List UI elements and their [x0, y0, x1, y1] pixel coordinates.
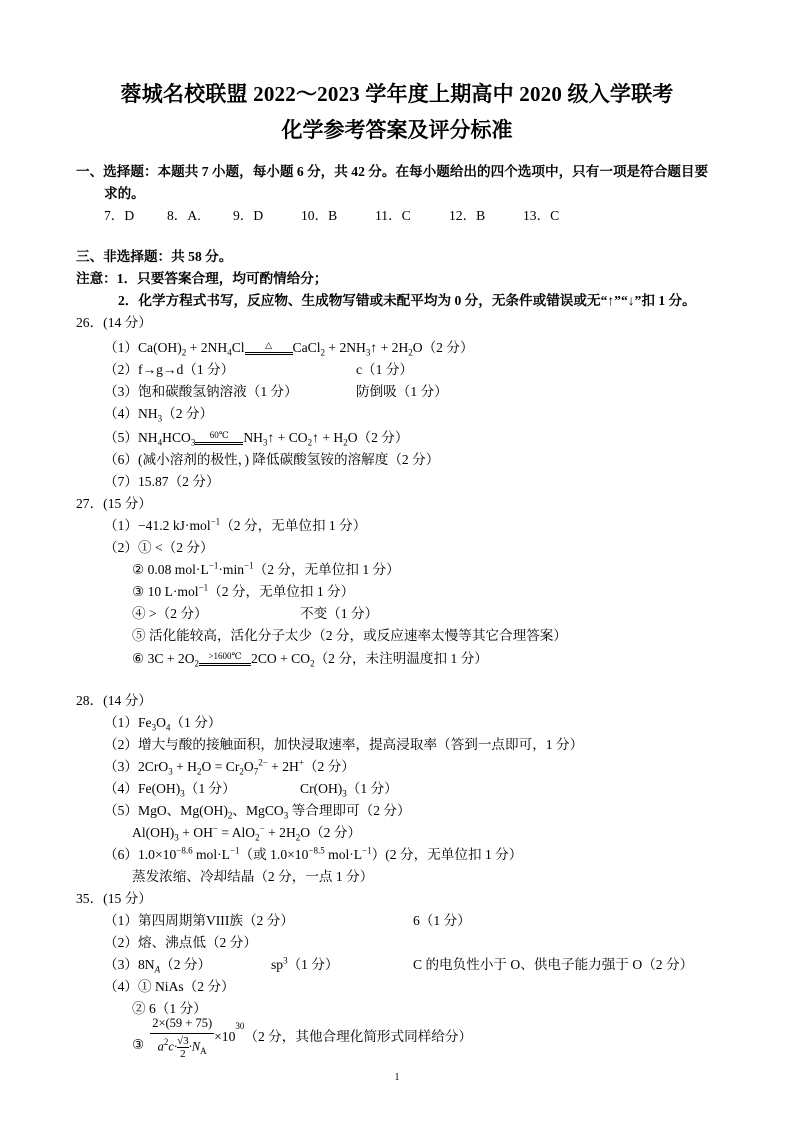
- q35-answer-4-3: ③ 2×(59 + 75) $a^2c\cdot$ $\frac{√3}{2}\cdot N_A$ $\times 10^{30}(2$ 分，其他合理化简形式同样给分）: [132, 1016, 473, 1060]
- q35-answer-1-left: （1）第四周期第VIII族（2 分）: [104, 913, 294, 928]
- q26-answer-2-left: （2）f→g→d（1 分）: [104, 362, 235, 377]
- heat-condition: △: [245, 343, 293, 355]
- q27-answer-1: （1）−41.2 kJ·mol$^{-1}$（2 分，无单位扣 1 分）: [104, 516, 367, 533]
- q35-answer-1-right: 6（1 分）: [413, 913, 471, 928]
- q35-answer-2: （2）熔、沸点低（2 分）: [104, 935, 257, 950]
- q28-answer-3: $(3)2CrO_3 + H_2O = Cr_2O_7^{2-} + 2H^+(2$ 分）: [104, 757, 355, 777]
- section1-instructions-line1: 一、选择题：本题共 7 小题，每小题 6 分，共 42 分。在每小题给出的四个选项中，只有一项是符合题目要: [76, 164, 709, 179]
- mc-answer-7: 7．D: [104, 208, 135, 223]
- q26-answer-2-right: c（1 分）: [356, 362, 414, 377]
- q27-answer-2-4-right: 不变（1 分）: [300, 606, 379, 621]
- mc-answer-12: 12．B: [449, 208, 486, 223]
- q28-answer-2: （2）增大与酸的接触面积，加快浸取速率，提高浸取率（答到一点即可，1 分）: [104, 737, 584, 752]
- q27-answer-2-3: ③ 10 L·mol$^{-1}$（2 分，无单位扣 1 分）: [132, 582, 355, 599]
- q26-answer-7: （7）15.87（2 分）: [104, 474, 220, 489]
- q35-answer-3-left: $(3)8N_A(2$ 分）: [104, 957, 212, 975]
- q26-answer-5: $(5)NH_4HCO_3$ 60℃ $NH_3↑$ + $CO_2↑ + H_2O(2$ 分）: [104, 429, 409, 448]
- section1-instructions-line2: 求的。: [104, 186, 145, 201]
- page-number: 1: [394, 1072, 400, 1083]
- page-title-line1: 蓉城名校联盟 2022～2023 学年度上期高中 2020 级入学联考: [120, 82, 674, 106]
- q26-answer-4: $(4)NH_3(2$ 分）: [104, 406, 214, 424]
- q26-answer-3-right: 防倒吸（1 分）: [356, 384, 448, 399]
- q35-answer-3-right: C 的电负性小于 O、供电子能力强于 O（2 分）: [413, 957, 694, 972]
- q28-answer-6: $(6)1.0\times 10^{-8.6}$ $mol\cdot L^{-1}$（或 $1.0\times 10^{-8.5}$ $mol\cdot L^{-1})(2$ 分，无单位扣 1 分）: [104, 845, 523, 862]
- q35-answer-4-2: ② 6（1 分）: [132, 1001, 207, 1016]
- q26-answer-6: （6）(减小溶剂的极性，) 降低碳酸氢铵的溶解度（2 分）: [104, 452, 440, 467]
- mc-answer-13: 13．C: [523, 208, 560, 223]
- high-temperature-condition: >1600℃: [199, 654, 251, 666]
- q27-answer-2-5: ⑤ 活化能较高，活化分子太少（2 分，或反应速率太慢等其它合理答案）: [132, 628, 567, 643]
- q35-heading: 35．(15 分）: [76, 891, 152, 906]
- section3-heading: 三、非选择题：共 58 分。: [76, 249, 233, 264]
- q35-answer-3-mid: $sp^3(1$ 分）: [271, 955, 339, 972]
- q26-answer-3-left: （3）饱和碳酸氢钠溶液（1 分）: [104, 384, 298, 399]
- mc-answer-9: 9．D: [233, 208, 264, 223]
- q27-heading: 27．(15 分）: [76, 496, 152, 511]
- page-title-line2: 化学参考答案及评分标准: [281, 118, 513, 142]
- q35-answer-4-1: （4）① NiAs（2 分）: [104, 979, 235, 994]
- q27-answer-2-4-left: ④ >（2 分）: [132, 606, 208, 621]
- q28-answer-5: （5）MgO、$Mg(OH)_2$、MgCO$_3$ 等合理即可（2 分）: [104, 803, 411, 821]
- density-formula-fraction: 2×(59 + 75) $a^2c\cdot$ $\frac{√3}{2}\cdot N_A$: [152, 1016, 213, 1060]
- q26-answer-1: $(1)Ca(OH)_2 + 2NH_4Cl$ △ CaCl$_2$ + $2NH_3↑ + 2H_2O(2$ 分）: [104, 339, 474, 358]
- section3-note1: 注意：1．只要答案合理，均可酌情给分；: [76, 271, 328, 286]
- q28-answer-1: $(1)Fe_3O_4(1$ 分）: [104, 715, 222, 733]
- temperature-condition: 60℃: [195, 433, 243, 445]
- q26-heading: 26．(14 分）: [76, 315, 152, 330]
- mc-answer-list: [104, 207, 559, 225]
- section3-note2: 2．化学方程式书写，反应物、生成物写错或未配平均为 0 分，无条件或错误或无“↑”“↓”扣 1 分。: [118, 293, 696, 308]
- q27-answer-2-2: ② 0.08 $mol\cdot L^{-1}\cdot\min^{-1}(2$ 分，无单位扣 1 分）: [132, 560, 400, 577]
- q27-answer-2-1: （2）① <（2 分）: [104, 540, 214, 555]
- mc-answer-10: 10．B: [301, 208, 338, 223]
- q28-answer-4-left: $(4)Fe(OH)_3(1$ 分）: [104, 781, 236, 799]
- mc-answer-11: 11．C: [375, 208, 411, 223]
- q28-answer-4-right: $Cr(OH)_3(1$ 分）: [300, 781, 398, 799]
- q28-answer-6b: 蒸发浓缩、冷却结晶（2 分，一点 1 分）: [132, 869, 374, 884]
- q28-answer-5-equation: $Al(OH)_3 + OH^- = AlO_2^- + 2H_2O(2$ 分）: [132, 823, 362, 843]
- q27-answer-2-6: ⑥ $3C + 2O_2$ >1600℃ $2CO + CO_2(2$ 分，未注明温度扣 1 分）: [132, 650, 488, 669]
- q28-heading: 28．(14 分）: [76, 693, 152, 708]
- mc-answer-8: 8．A.: [167, 208, 201, 223]
